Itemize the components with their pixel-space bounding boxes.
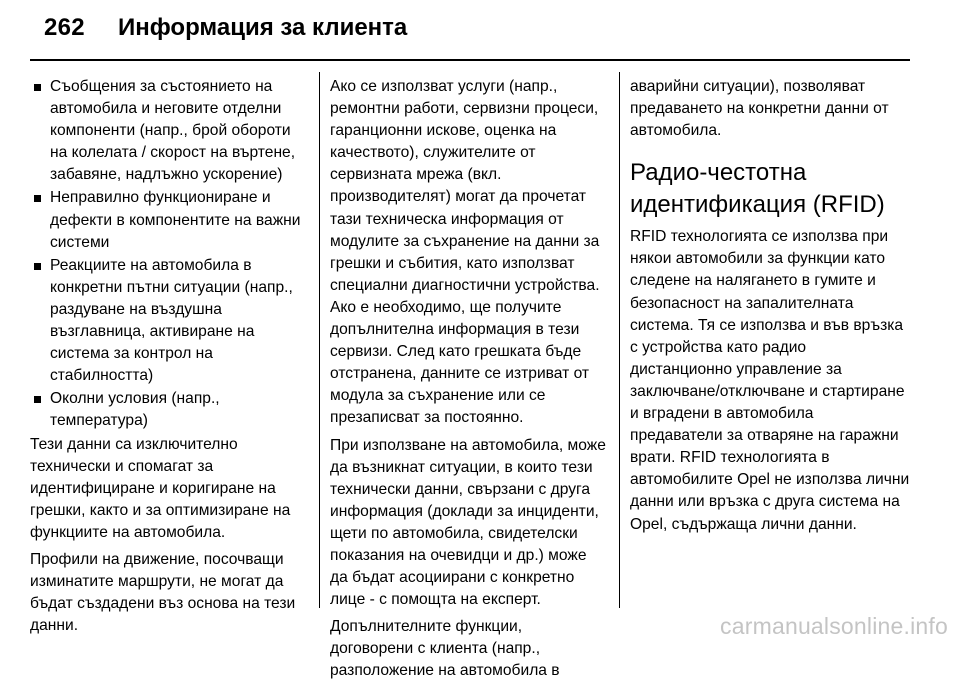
paragraph: Ако се използват услуги (напр., ремонтни работи, сервизни процеси, гаранционни искове, оценка на качеството), служителите от сервизната мрежа (вкл. производителят) могат да прочетат тази техническа информация от модулите за съхранение на данни за грешки и събития, като използват специални диагностични устройства. Ако е необходимо, ще получите допълнителна информация в тези сервизи. След като грешката бъде отстранена, данните се изтриват от модула за съхранение или се презаписват за постоянно. [330, 78, 600, 427]
square-bullet-icon [34, 263, 41, 270]
list-item: Неправилно функциониране и дефекти в компонентите на важни системи [30, 187, 306, 253]
page-title: Информация за клиента [118, 14, 408, 41]
bullet-list [30, 76, 306, 433]
column-1 [30, 76, 306, 642]
page-number: 262 [44, 14, 85, 41]
column-2 [330, 76, 606, 688]
watermark: carmanualsonline.info [720, 613, 948, 639]
list-item: Околни условия (напр., температура) [30, 388, 306, 432]
column-divider-right [619, 72, 620, 608]
header-rule [30, 59, 910, 61]
section-heading: Радио-честотна идентификация (RFID) [630, 159, 885, 219]
paragraph: Профили на движение, посочващи изминатите маршрути, не могат да бъдат създадени въз основа на тези данни. [30, 550, 296, 635]
paragraph: Допълнителните функции, договорени с клиента (напр., разположение на автомобила в [330, 618, 560, 680]
column-divider-left [319, 72, 320, 608]
paragraph: При използване на автомобила, може да възникнат ситуации, в които тези технически данни, свързани с друга информация (доклади за инциденти, щети по автомобила, свидетелски показания на очевидци и др.) може да бъдат асоциирани с конкретно лице - с помощта на експерт. [330, 436, 606, 609]
paragraph: Тези данни са изключително технически и спомагат за идентифициране и коригиране на грешки, както и за оптимизиране на функциите на автомобила. [30, 435, 291, 541]
paragraph: аварийни ситуации), позволяват предаването на конкретни данни от автомобила. [630, 78, 889, 140]
column-3 [630, 76, 910, 541]
paragraph: RFID технологията се използва при някои автомобили за функции като следене на налягането в гумите и безопасност на запалителната система. Тя се използва и във връзка с устройства като радио дистанционно управление за заключване/отключване и стартиране и вградени в автомобила предаватели за отваряне на гаражни врати. RFID технологията в автомобилите Opel не използва лични данни или връзка с друга система на Opel, съдържаща лични данни. [630, 228, 910, 533]
list-item: Реакциите на автомобила в конкретни пътни ситуации (напр., раздуване на въздушна възглавница, активиране на система за контрол на стабилността) [30, 255, 306, 388]
square-bullet-icon [34, 195, 41, 202]
square-bullet-icon [34, 84, 41, 91]
square-bullet-icon [34, 396, 41, 403]
list-item: Съобщения за състоянието на автомобила и неговите отделни компоненти (напр., брой обороти на колелата / скорост на въртене, забавяне, надлъжно ускорение) [30, 76, 306, 186]
